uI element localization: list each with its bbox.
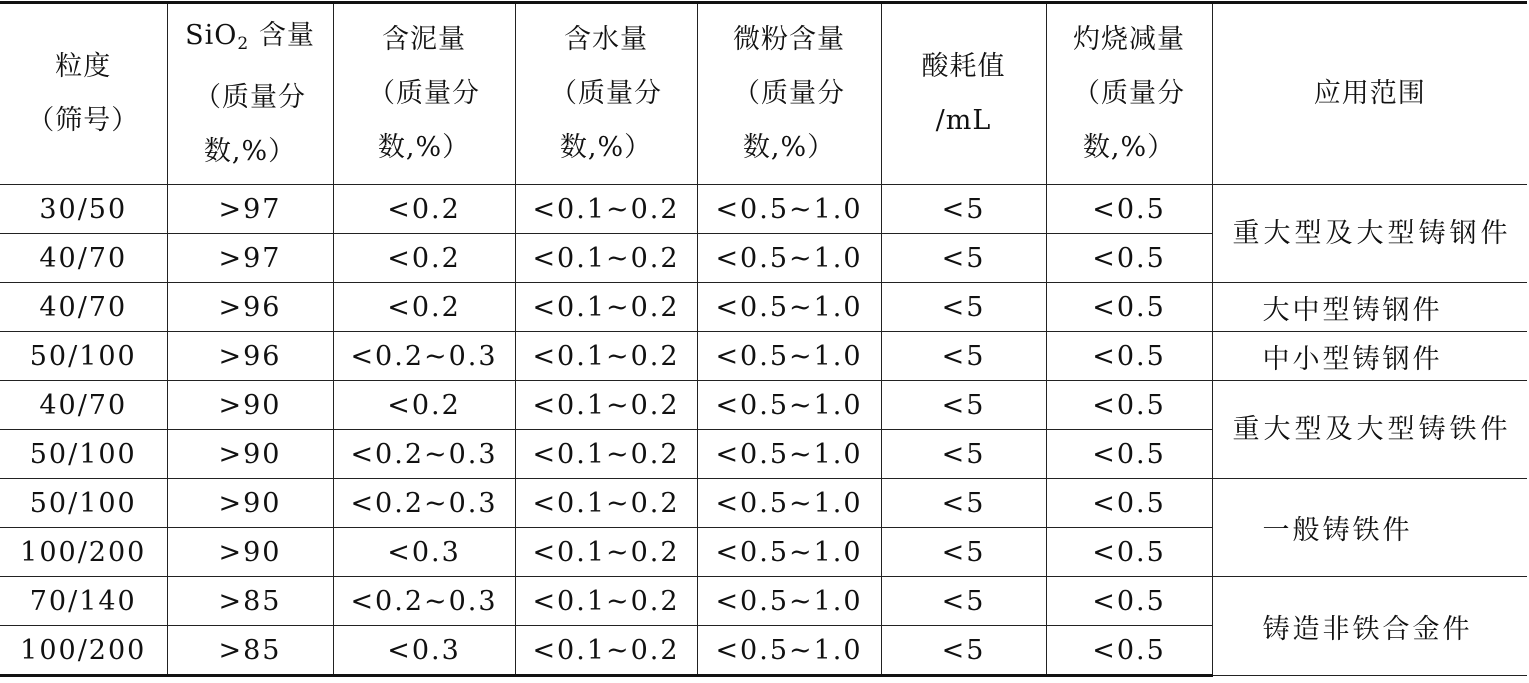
cell-moisture: <0.1~0.2 — [515, 577, 697, 626]
cell-fines: <0.5~1.0 — [697, 528, 881, 577]
cell-grain-size: 50/100 — [0, 430, 167, 479]
cell-moisture: <0.1~0.2 — [515, 283, 697, 332]
cell-grain-size: 100/200 — [0, 626, 167, 676]
cell-loi: <0.5 — [1046, 234, 1212, 283]
cell-moisture: <0.1~0.2 — [515, 479, 697, 528]
table-row — [0, 577, 1527, 626]
cell-moisture: <0.1~0.2 — [515, 332, 697, 381]
cell-clay: <0.2 — [333, 185, 515, 234]
table-row — [0, 332, 1527, 381]
cell-loi: <0.5 — [1046, 528, 1212, 577]
cell-acid-demand: <5 — [881, 528, 1046, 577]
cell-clay: <0.2 — [333, 381, 515, 430]
cell-sio2: >90 — [167, 430, 333, 479]
table-row — [0, 283, 1527, 332]
cell-moisture: <0.1~0.2 — [515, 234, 697, 283]
cell-acid-demand: <5 — [881, 185, 1046, 234]
cell-sio2: >90 — [167, 381, 333, 430]
cell-moisture: <0.1~0.2 — [515, 381, 697, 430]
cell-fines: <0.5~1.0 — [697, 479, 881, 528]
cell-sio2: >96 — [167, 332, 333, 381]
cell-clay: <0.3 — [333, 528, 515, 577]
cell-acid-demand: <5 — [881, 577, 1046, 626]
silica-sand-spec-table — [0, 1, 1527, 677]
cell-sio2: >97 — [167, 185, 333, 234]
cell-loi: <0.5 — [1046, 577, 1212, 626]
cell-acid-demand: <5 — [881, 479, 1046, 528]
cell-fines: <0.5~1.0 — [697, 234, 881, 283]
cell-fines: <0.5~1.0 — [697, 381, 881, 430]
cell-grain-size: 40/70 — [0, 381, 167, 430]
cell-clay: <0.2~0.3 — [333, 332, 515, 381]
cell-application: 重大型及大型铸铁件 — [1212, 381, 1527, 479]
cell-grain-size: 70/140 — [0, 577, 167, 626]
header-clay-content: 含泥量 （质量分 数,%） — [333, 3, 515, 185]
cell-loi: <0.5 — [1046, 479, 1212, 528]
cell-application: 大中型铸钢件 — [1212, 283, 1527, 332]
cell-sio2: >97 — [167, 234, 333, 283]
cell-loi: <0.5 — [1046, 283, 1212, 332]
cell-acid-demand: <5 — [881, 381, 1046, 430]
cell-sio2: >96 — [167, 283, 333, 332]
cell-sio2: >90 — [167, 528, 333, 577]
cell-fines: <0.5~1.0 — [697, 332, 881, 381]
table-row — [0, 479, 1527, 528]
cell-clay: <0.3 — [333, 626, 515, 676]
cell-acid-demand: <5 — [881, 626, 1046, 676]
cell-acid-demand: <5 — [881, 283, 1046, 332]
cell-fines: <0.5~1.0 — [697, 626, 881, 676]
cell-loi: <0.5 — [1046, 381, 1212, 430]
cell-sio2: >90 — [167, 479, 333, 528]
cell-loi: <0.5 — [1046, 185, 1212, 234]
header-acid-demand: 酸耗值 /mL — [881, 3, 1046, 185]
cell-loi: <0.5 — [1046, 626, 1212, 676]
cell-application: 铸造非铁合金件 — [1212, 577, 1527, 676]
table-row — [0, 381, 1527, 430]
cell-loi: <0.5 — [1046, 430, 1212, 479]
table-row — [0, 185, 1527, 234]
header-row — [0, 3, 1527, 185]
cell-moisture: <0.1~0.2 — [515, 430, 697, 479]
cell-fines: <0.5~1.0 — [697, 577, 881, 626]
header-fines-content: 微粉含量 （质量分 数,%） — [697, 3, 881, 185]
header-grain-size: 粒度 （筛号） — [0, 3, 167, 185]
cell-application: 中小型铸钢件 — [1212, 332, 1527, 381]
header-moisture-content: 含水量 （质量分 数,%） — [515, 3, 697, 185]
cell-sio2: >85 — [167, 577, 333, 626]
header-application: 应用范围 — [1212, 3, 1527, 185]
cell-fines: <0.5~1.0 — [697, 185, 881, 234]
cell-loi: <0.5 — [1046, 332, 1212, 381]
cell-grain-size: 30/50 — [0, 185, 167, 234]
cell-grain-size: 40/70 — [0, 283, 167, 332]
cell-fines: <0.5~1.0 — [697, 430, 881, 479]
cell-moisture: <0.1~0.2 — [515, 185, 697, 234]
cell-fines: <0.5~1.0 — [697, 283, 881, 332]
cell-clay: <0.2~0.3 — [333, 430, 515, 479]
cell-grain-size: 100/200 — [0, 528, 167, 577]
cell-moisture: <0.1~0.2 — [515, 626, 697, 676]
cell-application: 重大型及大型铸钢件 — [1212, 185, 1527, 283]
cell-grain-size: 50/100 — [0, 332, 167, 381]
cell-sio2: >85 — [167, 626, 333, 676]
cell-acid-demand: <5 — [881, 332, 1046, 381]
cell-acid-demand: <5 — [881, 430, 1046, 479]
cell-clay: <0.2 — [333, 234, 515, 283]
cell-moisture: <0.1~0.2 — [515, 528, 697, 577]
header-sio2-content: SiO$_2$ 含量 （质量分 数,%） — [167, 3, 333, 185]
header-loss-on-ignition: 灼烧减量 （质量分 数,%） — [1046, 3, 1212, 185]
cell-application: 一般铸铁件 — [1212, 479, 1527, 577]
cell-acid-demand: <5 — [881, 234, 1046, 283]
cell-clay: <0.2~0.3 — [333, 577, 515, 626]
cell-clay: <0.2 — [333, 283, 515, 332]
cell-grain-size: 40/70 — [0, 234, 167, 283]
cell-clay: <0.2~0.3 — [333, 479, 515, 528]
cell-grain-size: 50/100 — [0, 479, 167, 528]
